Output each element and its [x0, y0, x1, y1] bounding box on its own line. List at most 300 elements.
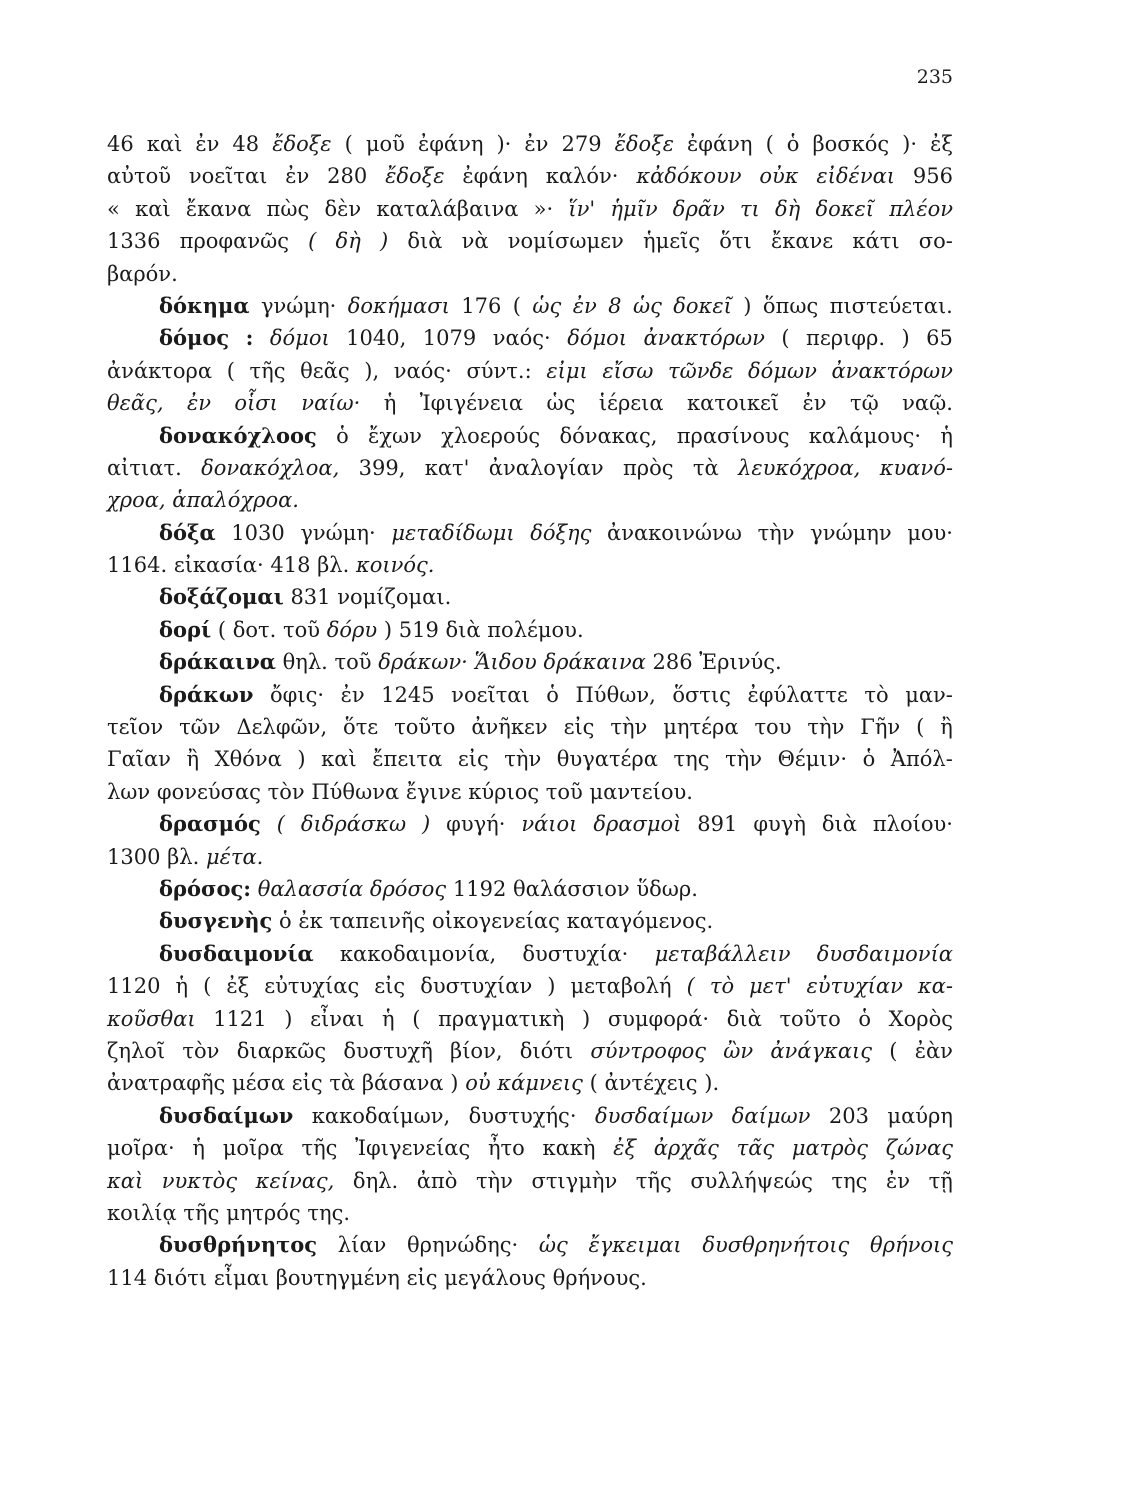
word: τὰ	[692, 455, 719, 480]
word: (	[889, 1038, 898, 1063]
word: τὸν	[182, 1038, 220, 1063]
text-line	[107, 452, 953, 484]
word: βουτηγμένη	[275, 1265, 400, 1290]
word: κοιλίᾳ	[107, 1200, 177, 1225]
word: κείνας,	[255, 1168, 335, 1193]
text-line	[107, 970, 953, 1002]
word: μέσα	[232, 1071, 286, 1096]
text-line	[107, 776, 953, 808]
word: τεῖον	[107, 715, 164, 740]
word: διὰ	[445, 617, 481, 642]
word: κάτι	[852, 229, 900, 254]
word: )	[450, 1071, 459, 1096]
word: ὁ	[279, 909, 292, 934]
word: )	[547, 974, 556, 999]
word: (	[589, 1071, 598, 1096]
word: Γῆν	[860, 715, 901, 740]
lemma: δορί	[159, 616, 212, 642]
word: θαλάσσιον	[513, 876, 630, 901]
word: κύριος	[468, 779, 540, 804]
entry-doknma	[107, 290, 953, 322]
word: ἡ	[383, 391, 397, 416]
word: )·	[902, 132, 918, 156]
word: τῆς	[249, 358, 286, 383]
word: μαντείου.	[589, 779, 693, 804]
word: δυσθρηνήτοις	[702, 1233, 850, 1258]
word: )	[901, 326, 910, 351]
word: ἐφάνη	[462, 164, 528, 189]
word: τοῦ	[545, 779, 583, 804]
entry-donakochloos	[107, 420, 953, 452]
word: ἀρχᾶς	[653, 1136, 719, 1161]
word: ἀνάγκαις	[770, 1038, 873, 1063]
word: δόξης	[530, 520, 592, 545]
word: τῶνδε	[667, 358, 734, 383]
word: τῶν	[179, 715, 221, 740]
entry-dysdaimonia	[107, 938, 953, 970]
word: 418	[270, 553, 311, 578]
word: θηλ.	[282, 650, 328, 675]
word: μοῦ	[365, 132, 405, 156]
word: κα-	[917, 974, 953, 999]
word: 203	[828, 1103, 869, 1128]
word: νοεῖται	[451, 682, 530, 707]
word: δυστυχίαν	[420, 974, 533, 999]
lemma: δράκαινα	[159, 649, 276, 675]
word: οἷσι	[234, 391, 278, 416]
text-line	[107, 1132, 953, 1164]
word: )·	[496, 132, 512, 156]
word: ἡ	[192, 1136, 206, 1161]
word: (	[765, 132, 774, 156]
word: ζώνας	[885, 1136, 953, 1161]
word: 1245	[381, 682, 435, 707]
word: 65	[926, 326, 953, 351]
word: τᾶς	[736, 1136, 775, 1161]
word: δυσδαίμων	[594, 1103, 714, 1128]
word: μαύρη	[887, 1103, 953, 1128]
entry-dysgenes	[107, 905, 953, 937]
word: ἡ	[175, 974, 189, 999]
word: 399,	[358, 455, 406, 480]
text-line	[107, 1035, 953, 1067]
word: γνώμην	[810, 520, 892, 545]
word: μαν-	[905, 682, 953, 707]
lemma: δυσδαιμονία	[159, 940, 314, 966]
word: τὸν	[267, 779, 305, 804]
word: ἀνατραφῆς	[107, 1071, 226, 1096]
word: τοῦτο	[394, 715, 456, 740]
lemma: δυσδαίμων	[159, 1102, 294, 1128]
word: ἵν'	[568, 196, 596, 221]
word: Πύθωνα	[311, 779, 400, 804]
word: ὄφις·	[270, 682, 325, 707]
word: εἰς	[406, 1265, 438, 1290]
text-line	[107, 128, 953, 160]
word: τὴν	[757, 520, 795, 545]
word: δονακόχλοα,	[201, 455, 340, 480]
word: διὰ	[821, 812, 857, 837]
word: ),	[364, 358, 380, 383]
word: ὁ	[862, 747, 876, 772]
word: δυστυχής·	[468, 1103, 577, 1128]
word: δοκήμασι	[347, 293, 450, 318]
word: φυγὴ	[753, 812, 806, 837]
word: μεταδίδωμι	[391, 520, 515, 545]
word: (	[308, 229, 317, 254]
word: τὴν	[504, 747, 542, 772]
word: δὴ	[775, 196, 801, 221]
word: ἔγινε	[405, 779, 462, 804]
word: πρὸς	[622, 455, 674, 480]
word: διότι	[519, 1038, 574, 1063]
word: Δελφῶν,	[236, 715, 328, 740]
text-line	[107, 841, 953, 873]
word: εἰμι	[546, 358, 588, 383]
entry-dysthrenetos	[107, 1229, 953, 1261]
word: τῆς	[635, 1168, 672, 1193]
word: δυστυχῆ	[343, 1038, 433, 1063]
word: μέτα.	[205, 844, 264, 869]
word: ναός·	[393, 358, 452, 383]
word: ἀνακτόρων	[831, 358, 953, 383]
word: ἀνακτόρων	[643, 326, 765, 351]
entry-drosos	[107, 873, 953, 905]
word: ἡμῖν	[610, 196, 658, 221]
word: ἢ	[940, 715, 953, 740]
entry-dori	[107, 614, 953, 646]
word: ἐκ	[298, 909, 323, 934]
word: ναῷ.	[902, 391, 953, 416]
word: μοῖρα	[222, 1136, 284, 1161]
word: θεᾶς,	[107, 391, 164, 416]
word: ὁ	[336, 423, 349, 448]
word: 1300	[107, 844, 161, 869]
word: (	[217, 617, 227, 642]
word: τῇ	[928, 1168, 953, 1193]
word: βλ.	[167, 844, 200, 869]
word: ἀπὸ	[416, 1168, 458, 1193]
lemma: δρόσος	[159, 875, 244, 901]
word: δόμοι	[269, 326, 330, 351]
word: θαλασσία	[257, 876, 364, 901]
word: ἡ	[382, 1006, 395, 1031]
word: ἐξ	[613, 1136, 637, 1161]
word: μου·	[907, 520, 953, 545]
lemma: δόξα	[159, 519, 216, 545]
word: 8	[608, 293, 622, 318]
word: γνώμη·	[300, 520, 376, 545]
word: δυστυχία·	[522, 941, 629, 966]
lemma: δονακόχλοος	[159, 422, 317, 448]
word: :	[245, 325, 254, 351]
word: της.	[307, 1200, 351, 1225]
word: μεταβάλλειν	[654, 941, 791, 966]
word: δρασμοὶ	[593, 812, 682, 837]
word: του	[754, 715, 792, 740]
word: ὅστις	[672, 682, 731, 707]
word: βοσκός	[812, 132, 890, 156]
text-line	[107, 1003, 953, 1035]
entry-drakaina	[107, 646, 953, 678]
word: δράκαινα	[543, 650, 646, 675]
word: εἰς	[291, 1071, 323, 1096]
word: πλοίου·	[872, 812, 953, 837]
word: 1040,	[346, 326, 407, 351]
word: ἐφάνη	[417, 132, 484, 156]
word: 956	[912, 164, 953, 189]
word: δαίμων	[731, 1103, 811, 1128]
word: δόνακας,	[559, 423, 658, 448]
word: )	[422, 812, 431, 837]
word: μεταβολή	[570, 974, 672, 999]
word: 280	[327, 164, 368, 189]
word: οὐκ	[759, 164, 799, 189]
word: τῷ	[849, 391, 879, 416]
word: ἐφάνη	[687, 132, 753, 156]
word: τῆς	[301, 1136, 338, 1161]
word: ματρὸς	[791, 1136, 869, 1161]
word: ἐξ	[930, 132, 953, 156]
word: δοτ.	[232, 617, 277, 642]
word: ἐφύλαττε	[747, 682, 848, 707]
text-line	[107, 387, 953, 419]
entry-drasmos	[107, 808, 953, 840]
word: μετ'	[749, 974, 792, 999]
word: ἐν	[572, 293, 597, 318]
word: περιφρ.	[806, 326, 886, 351]
word: τὸ	[709, 974, 735, 999]
word: συμφορά·	[607, 1006, 710, 1031]
word: ταπεινῆς	[329, 909, 426, 934]
word: Πύθων,	[575, 682, 656, 707]
word: ἔκανα	[185, 196, 252, 221]
word: ὅτι	[719, 229, 752, 254]
lemma: δοξάζομαι	[159, 584, 284, 610]
word: λίαν	[337, 1233, 387, 1258]
word: τὴν	[610, 715, 648, 740]
word: εἴσω	[602, 358, 654, 383]
text-line	[107, 1262, 953, 1294]
word: ἀνακοινώνω	[607, 520, 742, 545]
word: (	[276, 812, 285, 837]
word: δοκεῖ	[673, 293, 732, 318]
word: 286	[652, 650, 693, 675]
word: μητέρα	[663, 715, 739, 740]
word: 1079	[422, 326, 477, 351]
text-line	[107, 484, 953, 516]
word: Θέμιν·	[777, 747, 848, 772]
entry-domos	[107, 322, 953, 354]
word: ὢν	[723, 1038, 754, 1063]
text-line	[107, 1197, 953, 1229]
word: τὴν	[807, 715, 845, 740]
word: Ἅιδου	[474, 650, 537, 675]
word: οἰκογενείας	[431, 909, 560, 934]
word: (	[344, 132, 353, 156]
word: καὶ	[135, 196, 171, 221]
word: νομίσωμεν	[507, 229, 624, 254]
word: θεᾶς	[300, 358, 350, 383]
word: τὰ	[329, 1071, 356, 1096]
lemma: δόκημα	[159, 292, 250, 318]
word: ἔδοξε	[272, 132, 332, 156]
word: χροα,	[107, 488, 166, 513]
word: διδράσκω	[300, 812, 407, 837]
word: ἐν	[886, 1168, 911, 1193]
word: αὐτοῦ	[107, 164, 171, 189]
entry-dysdaimon	[107, 1100, 953, 1132]
word: κοῦσθαι	[107, 1006, 196, 1031]
word: εἰς	[374, 974, 406, 999]
word: δρόσος	[369, 876, 447, 901]
word: (	[412, 1006, 421, 1031]
word: σο-	[918, 229, 953, 254]
word: Χθόνα	[214, 747, 282, 772]
dictionary-text	[107, 128, 953, 1294]
word: εἰδέναι	[816, 164, 896, 189]
text-line	[107, 225, 953, 257]
word: ὡς	[632, 293, 662, 318]
word: τὸ	[864, 682, 889, 707]
word: ναίω·	[301, 391, 361, 416]
word: δόμοι	[567, 326, 627, 351]
text-line	[107, 160, 953, 192]
word: ζηλοῖ	[107, 1038, 166, 1063]
word: 1164.	[107, 553, 168, 578]
word: »·	[533, 196, 554, 221]
word: δρᾶν	[672, 196, 725, 221]
word: διαρκῶς	[236, 1038, 327, 1063]
word: ἁπαλόχροα.	[172, 488, 299, 513]
word: εἰκασία·	[173, 553, 264, 578]
word: κατ'	[424, 455, 470, 480]
word: 519	[398, 617, 439, 642]
word: Ἰφιγενείας	[355, 1136, 471, 1161]
lemma: δυσγενὴς	[159, 908, 273, 934]
word: δόρυ	[326, 617, 378, 642]
word: ὁ	[858, 1006, 872, 1031]
word: ἀναλογίαν	[488, 455, 604, 480]
word: Ἐρινύς.	[699, 650, 782, 675]
word: νομίζομαι.	[337, 585, 452, 610]
word: μοῖρα·	[107, 1136, 175, 1161]
word: ἢ	[186, 747, 200, 772]
word: ἔπειτα	[372, 747, 443, 772]
page-number: 235	[916, 66, 953, 88]
lemma: δράκων	[159, 681, 254, 707]
word: θρήνους.	[552, 1265, 647, 1290]
word: 1120	[107, 974, 161, 999]
word: ἐν	[186, 391, 211, 416]
word: τοῦ	[283, 617, 321, 642]
word: κάμνεις	[497, 1071, 583, 1096]
word: (	[916, 715, 925, 740]
word: συλλήψεώς	[690, 1168, 813, 1193]
word: ὁ	[546, 682, 559, 707]
word: ἐξ	[226, 974, 250, 999]
word: της	[831, 1168, 868, 1193]
word: 114	[107, 1265, 148, 1290]
word: μητρός	[226, 1200, 301, 1225]
word: ἔγκειμαι	[588, 1233, 682, 1258]
word: οὐ	[465, 1071, 491, 1096]
word: πὼς	[266, 196, 310, 221]
word: εἰς	[563, 715, 595, 740]
word: γνώμη·	[260, 293, 337, 318]
word: (	[512, 293, 521, 318]
word: θυγατέρα	[556, 747, 658, 772]
word: κοινός.	[355, 553, 435, 578]
word: εὐτυχίας	[264, 974, 360, 999]
word: καὶ	[321, 747, 357, 772]
word: δηλ.	[352, 1168, 399, 1193]
word: ὕδωρ.	[636, 876, 698, 901]
text-line	[107, 193, 953, 225]
word: καὶ	[146, 132, 183, 156]
word: εἶναι	[310, 1006, 365, 1031]
word: κακοδαιμονία,	[339, 941, 497, 966]
word: δοκεῖ	[815, 196, 874, 221]
word: μεγάλους	[444, 1265, 546, 1290]
word: νυκτὸς	[161, 1168, 238, 1193]
word: 1030	[231, 520, 285, 545]
word: τὴν	[725, 747, 763, 772]
word: προφανῶς	[179, 229, 289, 254]
word: στιγμὴν	[531, 1168, 618, 1193]
word: βάσανα	[361, 1071, 444, 1096]
word: εἶμαι	[213, 1265, 270, 1290]
text-line	[107, 711, 953, 743]
word: καλόν·	[545, 164, 619, 189]
word: τὴν	[475, 1168, 513, 1193]
word: πιστεύεται.	[829, 293, 953, 318]
word: βλ.	[317, 553, 350, 578]
word: :	[243, 875, 252, 901]
word: καλάμους·	[808, 423, 922, 448]
word: ναός·	[492, 326, 551, 351]
word: βίον,	[450, 1038, 503, 1063]
word: ὅτε	[343, 715, 379, 740]
word: ἀντέχεις	[604, 1071, 698, 1096]
text-line	[107, 1165, 953, 1197]
word: δράκων·	[378, 650, 468, 675]
word: ὁ	[786, 132, 800, 156]
word: )	[743, 293, 752, 318]
word: δυσδαιμονία	[816, 941, 953, 966]
word: (	[686, 974, 695, 999]
word: ἔκανε	[770, 229, 834, 254]
word: τοῦτο	[779, 1006, 841, 1031]
word: σύντροφος	[590, 1038, 706, 1063]
word: τῆς	[183, 1200, 220, 1225]
word: (	[203, 974, 212, 999]
word: δόμων	[748, 358, 817, 383]
word: νὰ	[461, 229, 489, 254]
word: ἐν	[340, 682, 365, 707]
word: λων	[107, 779, 151, 804]
word: βαρόν.	[107, 261, 178, 286]
word: 1192	[452, 876, 507, 901]
word: διὰ	[726, 1006, 762, 1031]
word: ἀνῆκεν	[471, 715, 548, 740]
word: πλέον	[889, 196, 953, 221]
word: 1336	[107, 229, 161, 254]
word: ἔδοξε	[614, 132, 674, 156]
word: ἐν	[285, 164, 310, 189]
word: πολέμου.	[487, 617, 584, 642]
word: 46	[107, 132, 134, 156]
